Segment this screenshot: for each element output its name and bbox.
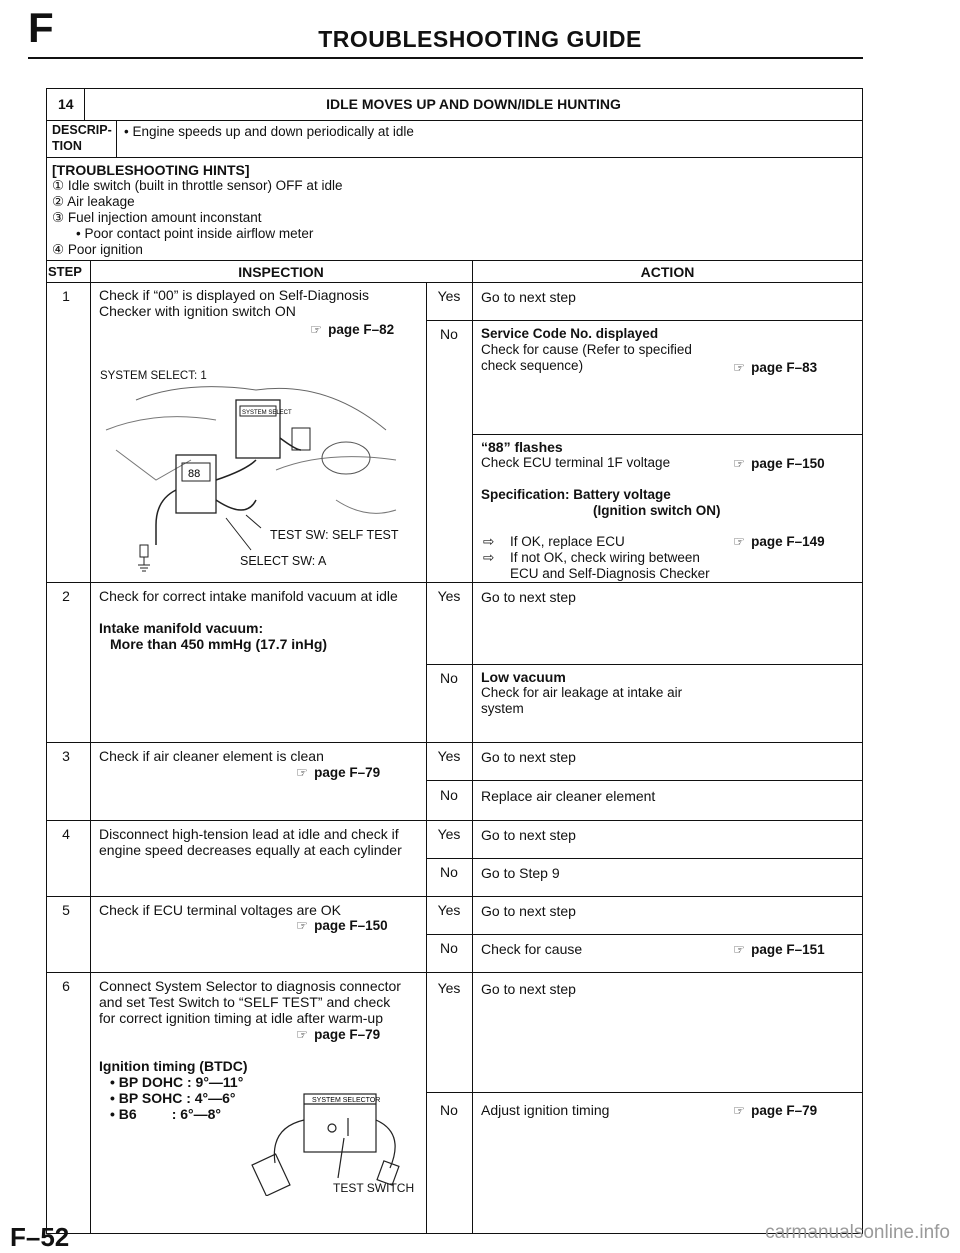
- inspection-text: and set Test Switch to “SELF TEST” and check: [99, 994, 391, 1010]
- specification: Ignition timing (BTDC): [99, 1058, 248, 1074]
- no-label: No: [440, 326, 458, 342]
- inspection-text: Checker with ignition switch ON: [99, 303, 296, 319]
- pointing-hand-icon: ☞: [733, 456, 746, 471]
- page-ref: ☞ page F–79: [296, 1027, 381, 1042]
- no-label: No: [440, 940, 458, 956]
- yes-label: Yes: [437, 288, 461, 304]
- pointing-hand-icon: ☞: [296, 1027, 309, 1042]
- no-label: No: [440, 1102, 458, 1118]
- inspection-text: engine speed decreases equally at each cylinder: [99, 842, 402, 858]
- inspection-text: Check if air cleaner element is clean: [99, 748, 324, 764]
- action-text: Go to Step 9: [481, 865, 560, 881]
- arrow-icon: ⇨: [483, 550, 495, 565]
- inspection-text: Check for correct intake manifold vacuum at idle: [99, 588, 398, 604]
- hint-item: ② Air leakage: [52, 194, 135, 209]
- header-inspection: INSPECTION: [238, 264, 324, 280]
- pointing-hand-icon: ☞: [296, 765, 309, 780]
- item-number: 14: [58, 96, 74, 112]
- yes-label: Yes: [437, 748, 461, 764]
- action-text: If not OK, check wiring between: [510, 550, 700, 565]
- step-number: 5: [62, 902, 70, 918]
- yes-label: Yes: [437, 902, 461, 918]
- no-label: No: [440, 670, 458, 686]
- action-text: Adjust ignition timing: [481, 1102, 610, 1118]
- description-label-2: TION: [52, 139, 82, 153]
- specification: Intake manifold vacuum:: [99, 620, 264, 636]
- specification: (Ignition switch ON): [593, 503, 721, 518]
- action-title: Low vacuum: [481, 669, 566, 685]
- action-text: check sequence): [481, 358, 584, 373]
- inspection-text: Check if “00” is displayed on Self-Diagnosis: [99, 287, 370, 303]
- figure-label: SELECT SW: A: [240, 554, 327, 568]
- selector-label: SYSTEM SELECTOR: [312, 1097, 381, 1104]
- action-title: Service Code No. displayed: [481, 326, 659, 341]
- page-ref: ☞ page F–79: [733, 1103, 818, 1118]
- inspection-text: Connect System Selector to diagnosis connector: [99, 978, 401, 994]
- action-text: Go to next step: [481, 589, 576, 605]
- pointing-hand-icon: ☞: [296, 918, 309, 933]
- action-text: Check ECU terminal 1F voltage: [481, 455, 671, 470]
- hint-item: ③ Fuel injection amount inconstant: [52, 210, 262, 225]
- figure-label: TEST SW: SELF TEST: [270, 528, 399, 542]
- pointing-hand-icon: ☞: [733, 1103, 746, 1118]
- page-ref: ☞ page F–150: [733, 456, 825, 471]
- specification: • B6 : 6°—8°: [110, 1106, 222, 1122]
- hint-item: ④ Poor ignition: [52, 242, 143, 257]
- header-action: ACTION: [640, 264, 695, 280]
- action-text: Check for cause (Refer to specified: [481, 342, 692, 357]
- page-ref: ☞ page F–149: [733, 534, 825, 549]
- inspection-text: Disconnect high-tension lead at idle and check if: [99, 826, 399, 842]
- page-ref: ☞ page F–150: [296, 918, 388, 933]
- hint-item: • Poor contact point inside airflow meter: [76, 226, 314, 241]
- hints-heading: [TROUBLESHOOTING HINTS]: [52, 162, 250, 178]
- item-title: IDLE MOVES UP AND DOWN/IDLE HUNTING: [326, 96, 621, 112]
- action-text: Go to next step: [481, 749, 576, 765]
- action-text: If OK, replace ECU: [510, 534, 625, 549]
- watermark: carmanualsonline.info: [765, 1222, 950, 1243]
- action-text: Replace air cleaner element: [481, 788, 656, 804]
- checker-display: 88: [188, 468, 201, 480]
- page-ref: ☞ page F–82: [310, 322, 395, 337]
- figure-label: SYSTEM SELECT: 1: [100, 370, 207, 382]
- action-text: ECU and Self-Diagnosis Checker: [510, 566, 710, 581]
- action-title: “88” flashes: [481, 439, 563, 455]
- yes-label: Yes: [437, 588, 461, 604]
- no-label: No: [440, 787, 458, 803]
- header-step: STEP: [48, 264, 82, 279]
- yes-label: Yes: [437, 980, 461, 996]
- page-title: TROUBLESHOOTING GUIDE: [318, 26, 642, 52]
- arrow-icon: ⇨: [483, 534, 495, 549]
- specification: Specification: Battery voltage: [481, 487, 671, 502]
- action-text: Check for cause: [481, 941, 583, 957]
- step-number: 3: [62, 748, 70, 764]
- pointing-hand-icon: ☞: [310, 322, 323, 337]
- action-text: Go to next step: [481, 903, 576, 919]
- pointing-hand-icon: ☞: [733, 942, 746, 957]
- action-text: system: [481, 701, 524, 716]
- step-number: 4: [62, 826, 70, 842]
- figure-label: TEST SWITCH: [333, 1181, 415, 1195]
- specification: • BP SOHC : 4°—6°: [110, 1090, 236, 1106]
- page-ref: ☞ page F–79: [296, 765, 381, 780]
- inspection-text: Check if ECU terminal voltages are OK: [99, 902, 341, 918]
- specification: • BP DOHC : 9°—11°: [110, 1074, 244, 1090]
- pointing-hand-icon: ☞: [733, 360, 746, 375]
- pointing-hand-icon: ☞: [733, 534, 746, 549]
- yes-label: Yes: [437, 826, 461, 842]
- no-label: No: [440, 864, 458, 880]
- action-text: Go to next step: [481, 981, 576, 997]
- specification: More than 450 mmHg (17.7 inHg): [110, 636, 328, 652]
- page-ref: ☞ page F–151: [733, 942, 825, 957]
- action-text: Check for air leakage at intake air: [481, 685, 683, 700]
- page-number: F–52: [10, 1222, 70, 1252]
- action-text: Go to next step: [481, 289, 576, 305]
- page-ref: ☞ page F–83: [733, 360, 818, 375]
- action-text: Go to next step: [481, 827, 576, 843]
- title-rule: [28, 57, 863, 59]
- selector-label: SYSTEM SELECT: [242, 410, 292, 416]
- description-label: DESCRIP-: [52, 123, 112, 137]
- step-number: 1: [62, 288, 70, 304]
- inspection-text: for correct ignition timing at idle after warm-up: [99, 1010, 383, 1026]
- step-number: 6: [62, 978, 70, 994]
- section-letter: F: [28, 4, 54, 51]
- hint-item: ① Idle switch (built in throttle sensor) OFF at idle: [52, 178, 343, 193]
- step-number: 2: [62, 588, 70, 604]
- description-text: • Engine speeds up and down periodically at idle: [124, 124, 414, 139]
